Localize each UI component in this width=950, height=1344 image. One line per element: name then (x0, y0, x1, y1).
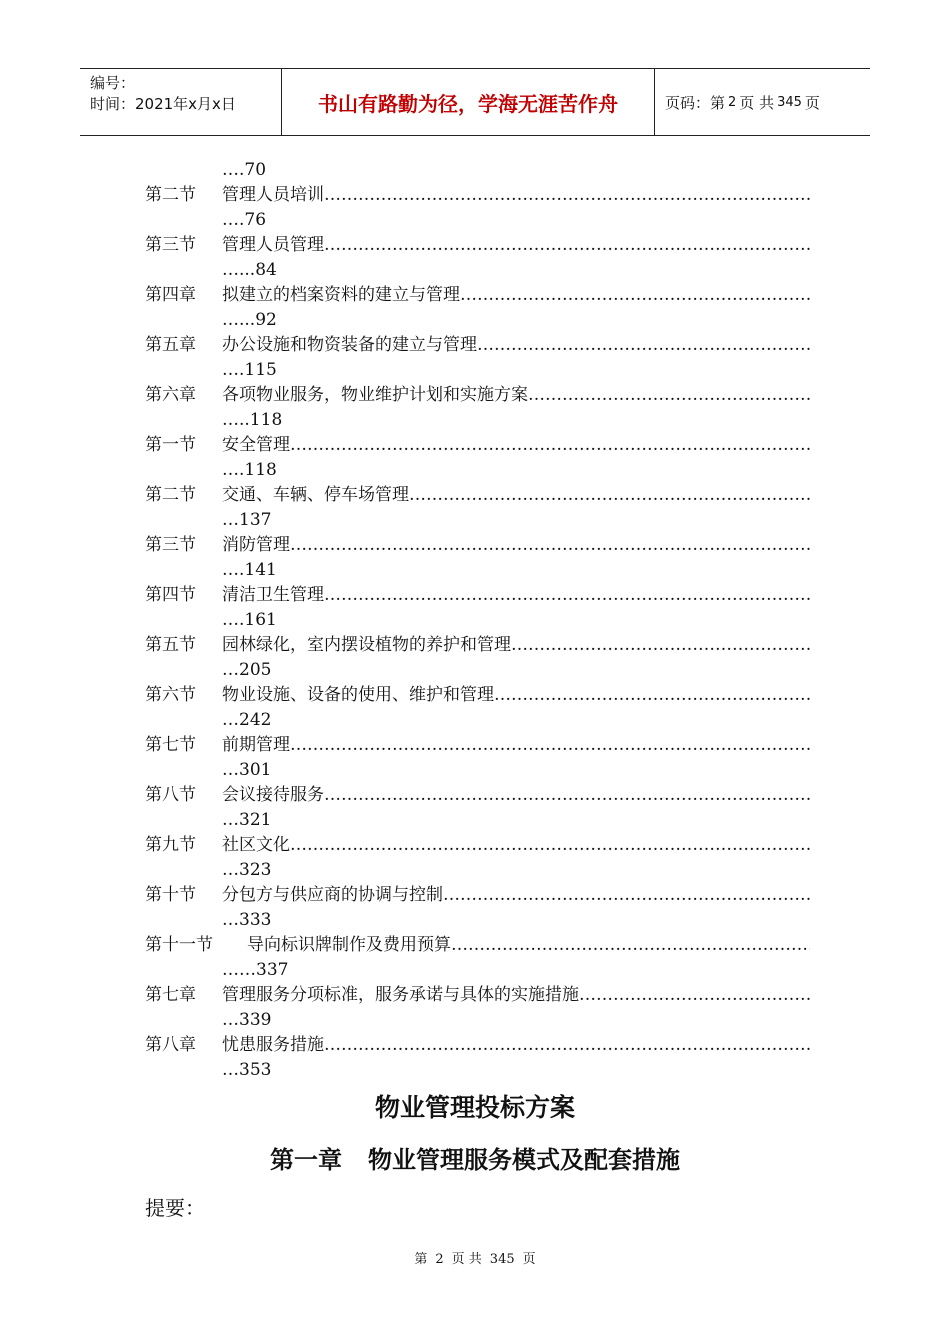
toc-entry-label: 第十一节 (145, 935, 213, 955)
toc-entry-page: ……337 (222, 960, 289, 980)
footer-suffix: 页 (522, 1252, 536, 1267)
footer-mid: 页 共 (451, 1252, 482, 1267)
toc-entry-page: …323 (222, 860, 272, 880)
toc-entry-page: …...92 (222, 310, 277, 330)
toc-entry-title: 分包方与供应商的协调与控制 …………………………………………………………………………………………………………………………………………………… (222, 883, 810, 908)
toc-entry-page: ….161 (222, 610, 277, 630)
page-suffix: 页 (804, 93, 820, 112)
toc-entry-page: …205 (222, 660, 272, 680)
toc-entry (145, 933, 810, 958)
toc-entry (145, 283, 810, 308)
toc-entry-title: 忧患服务措施 …………………………………………………………………………………………………………………………………………………… (222, 1033, 810, 1058)
toc-entry-page: ….115 (222, 360, 277, 380)
toc-entry-title: 会议接待服务 …………………………………………………………………………………………………………………………………………………… (222, 783, 810, 808)
toc-entry-label: 第八节 (145, 785, 196, 805)
toc-entry-title: 办公设施和物资装备的建立与管理 …………………………………………………………………………………………………………………………………………………… (222, 333, 810, 358)
toc-entry-label: 第三节 (145, 235, 196, 255)
toc-entry-page: …301 (222, 760, 272, 780)
date-label: 时间：2021年x月x日 (90, 95, 236, 113)
toc-entry-label: 第四章 (145, 285, 196, 305)
toc-entry (145, 1033, 810, 1058)
toc-entry-label: 第二节 (145, 185, 196, 205)
footer-total: 345 (489, 1252, 515, 1267)
header-motto: 书山有路勤为径，学海无涯苦作舟 (282, 69, 655, 135)
toc-entry-label: 第三节 (145, 535, 196, 555)
page-header (80, 68, 870, 136)
page-current: 2 (728, 94, 737, 110)
toc-entry-page: …..118 (222, 410, 283, 430)
toc-entry-label: 第五章 (145, 335, 196, 355)
toc-entry-title: 管理人员培训 …………………………………………………………………………………………………………………………………………………… (222, 183, 810, 208)
toc-entry-title: 前期管理 …………………………………………………………………………………………………………………………………………………… (222, 733, 810, 758)
toc-entry-label: 第五节 (145, 635, 196, 655)
toc-entry-page: …321 (222, 810, 272, 830)
toc-entry-title: 园林绿化，室内摆设植物的养护和管理 …………………………………………………………………………………………………………………………………………………… (222, 633, 810, 658)
toc-entry-label: 第七节 (145, 735, 196, 755)
page-prefix: 页码：第 (665, 93, 726, 112)
toc-entry-page: ….118 (222, 460, 277, 480)
table-of-contents (145, 158, 810, 1083)
toc-entry-page: ….76 (222, 210, 267, 230)
toc-entry-title: 各项物业服务，物业维护计划和实施方案 …………………………………………………………………………………………………………………………………………………… (222, 383, 810, 408)
toc-entry (145, 483, 810, 508)
chapter-title: 物业管理服务模式及配套措施 (368, 1146, 680, 1174)
toc-entry-title: 安全管理 …………………………………………………………………………………………………………………………………………………… (222, 433, 810, 458)
toc-entry-page: …339 (222, 1010, 272, 1030)
toc-entry-title: 交通、车辆、停车场管理 …………………………………………………………………………………………………………………………………………………… (222, 483, 810, 508)
toc-entry-page: …242 (222, 710, 272, 730)
chapter-heading (0, 1140, 950, 1175)
header-meta (80, 69, 282, 135)
page-mid: 页 共 (739, 93, 775, 112)
page-footer (0, 1248, 950, 1267)
toc-entry (145, 583, 810, 608)
header-page-info (655, 69, 870, 135)
toc-entry-title: 社区文化 …………………………………………………………………………………………………………………………………………………… (222, 833, 810, 858)
toc-entry-page: …...84 (222, 260, 277, 280)
toc-entry (145, 533, 810, 558)
toc-entry-title: 物业设施、设备的使用、维护和管理 …………………………………………………………………………………………………………………………………………………… (222, 683, 810, 708)
footer-prefix: 第 (414, 1252, 428, 1267)
toc-entry (145, 233, 810, 258)
footer-current: 2 (435, 1252, 444, 1267)
toc-entry-label: 第八章 (145, 1035, 196, 1055)
toc-entry (145, 383, 810, 408)
toc-entry (145, 683, 810, 708)
page-total: 345 (777, 94, 802, 110)
toc-entry-label: 第二节 (145, 485, 196, 505)
toc-entry-label: 第七章 (145, 985, 196, 1005)
toc-entry-label: 第六节 (145, 685, 196, 705)
toc-entry (145, 333, 810, 358)
toc-entry-label: 第四节 (145, 585, 196, 605)
toc-entry-label: 第一节 (145, 435, 196, 455)
toc-entry-label: 第六章 (145, 385, 196, 405)
toc-entry-label: 第十节 (145, 885, 196, 905)
toc-entry-title: 拟建立的档案资料的建立与管理 …………………………………………………………………………………………………………………………………………………… (222, 283, 810, 308)
toc-entry (145, 833, 810, 858)
toc-entry (145, 633, 810, 658)
chapter-number: 第一章 (270, 1146, 342, 1174)
toc-entry-title: 消防管理 …………………………………………………………………………………………………………………………………………………… (222, 533, 810, 558)
toc-entry (145, 783, 810, 808)
toc-entry-page: …333 (222, 910, 272, 930)
toc-entry-page: …353 (222, 1060, 272, 1080)
summary-label: 提要： (145, 1196, 205, 1220)
toc-entry (145, 733, 810, 758)
toc-entry-page: ….141 (222, 560, 277, 580)
toc-entry (145, 433, 810, 458)
toc-entry-title: 导向标识牌制作及费用预算 …………………………………………………………………………………………………………………………………………………… (247, 933, 810, 958)
toc-entry (145, 183, 810, 208)
toc-entry-title: 清洁卫生管理 …………………………………………………………………………………………………………………………………………………… (222, 583, 810, 608)
toc-entry-title: 管理服务分项标准，服务承诺与具体的实施措施 …………………………………………………………………………………………………………………………………………………… (222, 983, 810, 1008)
serial-number-label: 编号： (90, 74, 136, 92)
toc-entry-title: 管理人员管理 …………………………………………………………………………………………………………………………………………………… (222, 233, 810, 258)
toc-continuation-page: ….70 (222, 160, 267, 180)
document-title: 物业管理投标方案 (374, 1093, 575, 1122)
toc-entry-page: …137 (222, 510, 272, 530)
toc-entry (145, 983, 810, 1008)
toc-entry (145, 883, 810, 908)
toc-entry-label: 第九节 (145, 835, 196, 855)
